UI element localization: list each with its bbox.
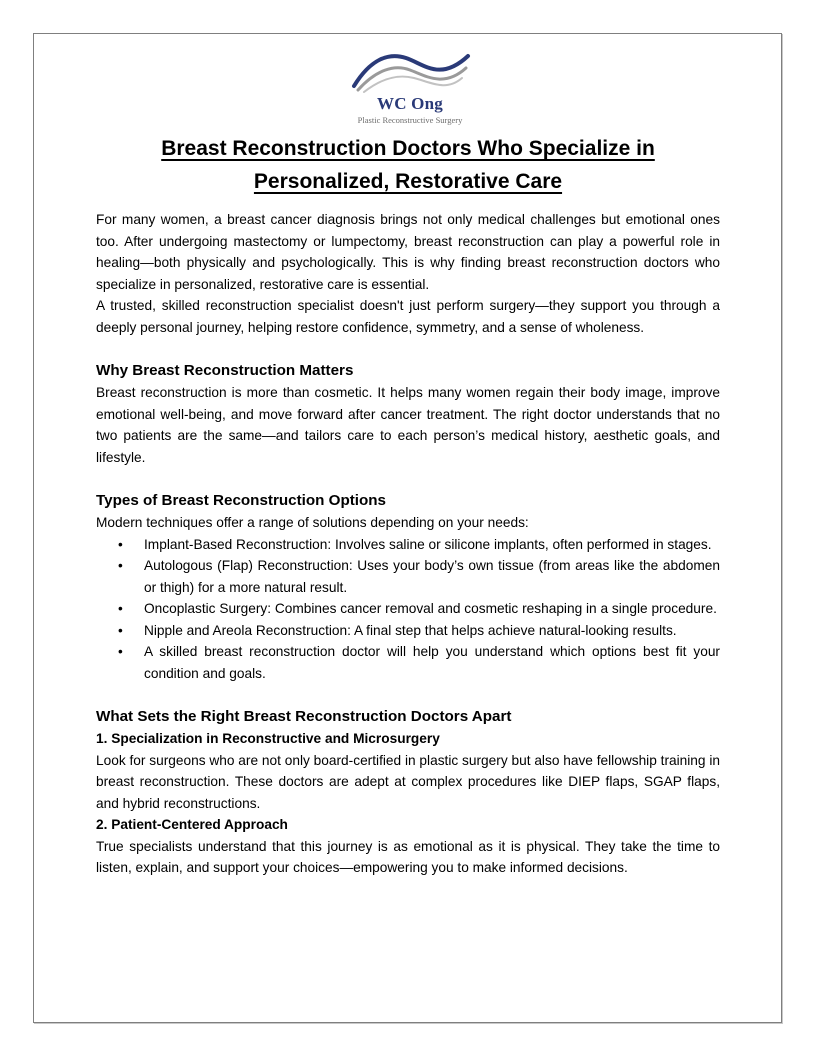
options-list	[96, 534, 720, 685]
section-why-body: Breast reconstruction is more than cosmetic. It helps many women regain their body image, improve emotional well-being, and move forward after cancer treatment. The right doctor understands that no two patients are the same—and tailors care to each person’s medical history, aesthetic goals, and lifestyle.	[96, 385, 720, 465]
section-heading-why: Why Breast Reconstruction Matters	[96, 362, 354, 379]
intro-paragraph-2: A trusted, skilled reconstruction specialist doesn't just perform surgery—they support you through a deeply personal journey, helping restore confidence, symmetry, and a sense of wholeness.	[96, 298, 720, 335]
specialization-body: Look for surgeons who are not only board-certified in plastic surgery but also have fellowship training in breast reconstruction. These doctors are adept at complex procedures like DIEP flaps, SGAP flaps, and hybrid reconstructions.	[96, 752, 720, 811]
list-item	[118, 598, 720, 620]
patient-centered-body: True specialists understand that this journey is as emotional as it is physical. They take the time to listen, explain, and support your choices—empowering you to make informed decisions.	[96, 838, 720, 875]
logo-name: WC Ong	[377, 94, 443, 113]
list-item-text: Oncoplastic Surgery: Combines cancer removal and cosmetic reshaping in a single procedure.	[144, 601, 717, 616]
list-item	[118, 534, 720, 556]
list-item-text: A skilled breast reconstruction doctor will help you understand which options best fit your condition and goals.	[144, 644, 720, 681]
article-body	[96, 209, 720, 879]
logo-wave-icon	[348, 46, 472, 94]
subheading-specialization: 1. Specialization in Reconstructive and Microsurgery	[96, 731, 440, 746]
logo	[330, 46, 490, 128]
list-item-text: Implant-Based Reconstruction: Involves saline or silicone implants, often performed in stages.	[144, 536, 712, 552]
logo-tagline: Plastic Reconstructive Surgery	[357, 115, 463, 125]
section-heading-types: Types of Breast Reconstruction Options	[96, 492, 387, 509]
list-item	[118, 641, 720, 684]
list-item	[118, 555, 720, 598]
section-heading-apart: What Sets the Right Breast Reconstruction Doctors Apart	[96, 708, 512, 725]
section-types-lead: Modern techniques offer a range of solutions depending on your needs:	[96, 515, 529, 530]
bullet-icon: •	[118, 558, 123, 573]
bullet-icon: •	[118, 536, 123, 552]
subheading-patient-centered: 2. Patient-Centered Approach	[96, 817, 288, 832]
bullet-icon: •	[118, 601, 123, 616]
list-item	[118, 620, 720, 642]
bullet-icon: •	[118, 622, 123, 638]
page-title: Breast Reconstruction Doctors Who Specialize in Personalized, Restorative Care	[161, 137, 655, 193]
list-item-text: Nipple and Areola Reconstruction: A final step that helps achieve natural-looking results.	[144, 622, 677, 638]
intro-paragraph-1: For many women, a breast cancer diagnosis brings not only medical challenges but emotional ones too. After undergoing mastectomy or lumpectomy, breast reconstruction can play a powerful role in healing—both physically and psychologically. This is why finding breast reconstruction doctors who specialize in personalized, restorative care is essential.	[96, 212, 720, 292]
list-item-text: Autologous (Flap) Reconstruction: Uses your body’s own tissue (from areas like the abdomen or thigh) for a more natural result.	[144, 558, 720, 595]
bullet-icon: •	[118, 644, 123, 659]
